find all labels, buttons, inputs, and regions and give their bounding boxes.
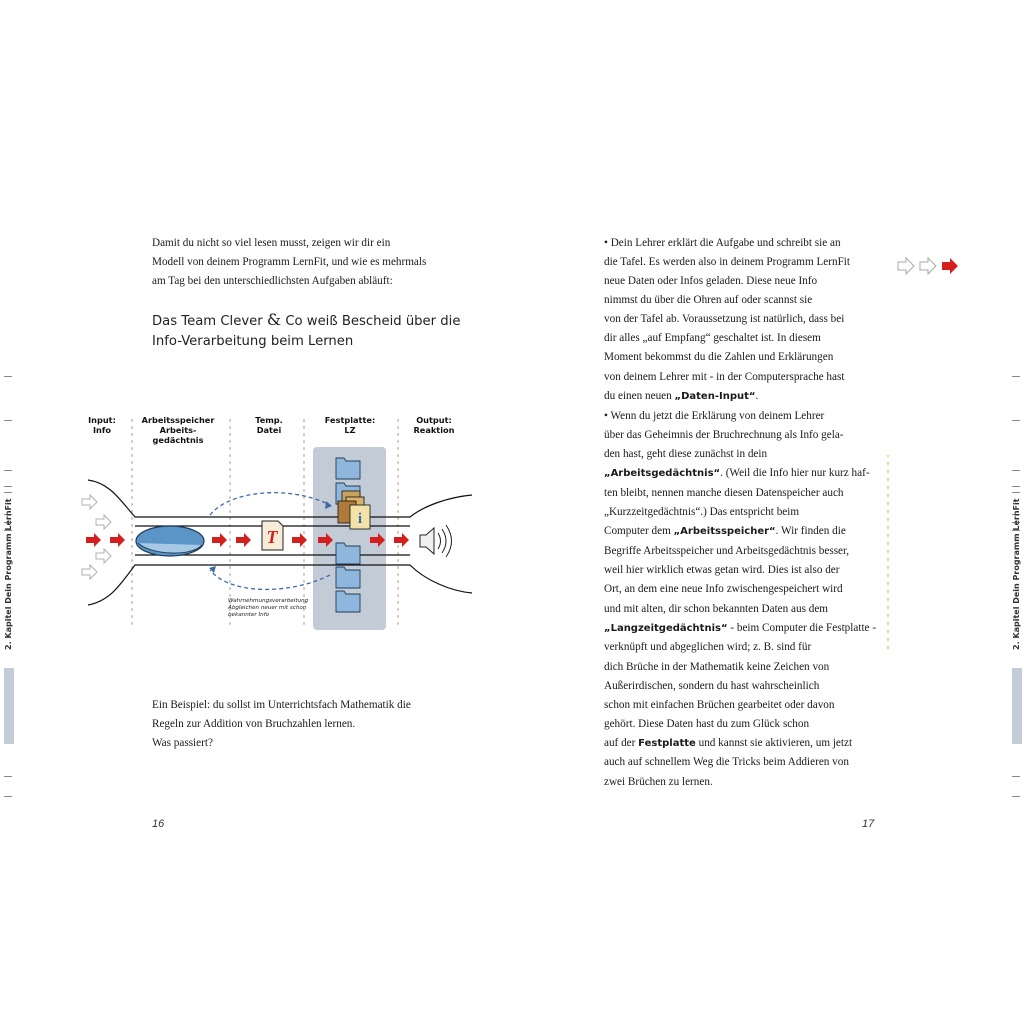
heading-line-2: Info-Verarbeitung beim Lernen (152, 334, 354, 349)
example-line-3: Was passiert? (152, 737, 213, 749)
edge-tick (1012, 776, 1020, 777)
text-line: • Wenn du jetzt die Erklärung von deinem Lehrer (604, 410, 825, 422)
edge-tick (1012, 376, 1020, 377)
text-line: du einen neuen „Daten-Input“. (604, 390, 759, 402)
text-line: Computer dem „Arbeitsspeicher“. Wir finden die (604, 525, 846, 537)
text-line: Außerirdischen, sondern du hast wahrscheinlich (604, 680, 820, 692)
edge-tick (4, 796, 12, 797)
edge-tick (1012, 470, 1020, 471)
svg-text:T: T (266, 527, 278, 547)
heading-text-b: Co weiß Bescheid über die (281, 314, 461, 329)
edge-tick (1012, 796, 1020, 797)
heading-text-a: Das Team Clever (152, 314, 267, 329)
label-temp-datei: Temp. Datei (255, 415, 283, 435)
example-line-1: Ein Beispiel: du sollst im Unterrichtsfach Mathematik die (152, 699, 411, 711)
text-line: den hast, geht diese zunächst in dein (604, 448, 768, 460)
text-line: „Arbeitsgedächtnis“. (Weil die Info hier nur kurz haf- (604, 467, 870, 479)
text-line: verknüpft und abgeglichen wird; z. B. sind für (604, 641, 812, 653)
page-number-right: 17 (862, 818, 875, 830)
label-arbeitsspeicher: Arbeitsspeicher Arbeits- gedächtnis (141, 415, 215, 445)
text-line: von deinem Lehrer mit - in der Computersprache hast (604, 371, 845, 383)
text-line: • Dein Lehrer erklärt die Aufgabe und schreibt sie an (604, 237, 841, 249)
text-line: „Kurzzeitgedächtnis“.) Das entspricht beim (604, 506, 800, 518)
diagram-caption: Wahrnehmungsverarbeitung Abgleichen neuer mit schon bekannter Info (228, 598, 309, 618)
speaker-icon (420, 525, 452, 557)
text-line: neue Daten oder Infos geladen. Diese neue Info (604, 275, 818, 287)
text-line: von der Tafel ab. Voraussetzung ist natürlich, dass bei (604, 313, 845, 325)
grey-arrow-icon (920, 258, 936, 274)
intro-line-1: Damit du nicht so viel lesen musst, zeigen wir dir ein (152, 237, 391, 249)
edge-tick (1012, 492, 1020, 493)
label-output: Output: Reaktion (413, 415, 455, 435)
working-memory-disk (136, 526, 204, 556)
text-line: auch auf schnellem Weg die Tricks beim Addieren von (604, 756, 849, 768)
text-line: zwei Brüchen zu lernen. (604, 776, 713, 788)
section-heading (152, 310, 460, 352)
margin-arrows (896, 256, 966, 276)
text-line: auf der Festplatte und kannst sie aktivieren, um jetzt (604, 737, 853, 749)
text-line: über das Geheimnis der Bruchrechnung als Info gela- (604, 429, 844, 441)
red-arrow-icon (942, 258, 958, 274)
edge-tick (1012, 420, 1020, 421)
label-input: Input: Info (88, 415, 116, 435)
text-line: die Tafel. Es werden also in deinem Programm LernFit (604, 256, 851, 268)
text-line: nimmst du über die Ohren auf oder scannst sie (604, 294, 813, 306)
text-line: und mit alten, dir schon bekannten Daten aus dem (604, 603, 829, 615)
info-processing-diagram (80, 405, 480, 640)
label-festplatte: Festplatte: LZ (324, 415, 376, 435)
text-line: schon mit einfachen Brüchen gearbeitet oder davon (604, 699, 835, 711)
margin-dots (885, 455, 891, 655)
text-line: gehört. Diese Daten hast du zum Glück schon (604, 718, 810, 730)
svg-text:i: i (357, 511, 363, 527)
text-line: Ort, an dem eine neue Info zwischengespeichert wird (604, 583, 843, 595)
text-line: Begriffe Arbeitsspeicher und Arbeitsgedächtnis besser, (604, 545, 850, 557)
text-line: „Langzeitgedächtnis“ - beim Computer die Festplatte - (604, 622, 877, 634)
page-number-left: 16 (152, 818, 165, 830)
text-line: dich Brüche in der Mathematik keine Zeichen von (604, 661, 830, 673)
chapter-sidebar-right: 2. Kapitel Dein Programm LernFit (1012, 498, 1021, 650)
edge-tick (4, 470, 12, 471)
example-line-2: Regeln zur Addition von Bruchzahlen lernen. (152, 718, 356, 730)
intro-line-2: Modell von deinem Programm LernFit, und wie es mehrmals (152, 256, 427, 268)
chapter-marker-left (4, 668, 14, 744)
edge-tick (4, 486, 12, 487)
temp-file-icon (262, 521, 283, 550)
text-line: ten bleibt, nennen manche diesen Datenspeicher auch (604, 487, 844, 499)
chapter-sidebar-left: 2. Kapitel Dein Programm LernFit (4, 498, 13, 650)
heading-ampersand: & (266, 310, 282, 329)
text-line: Moment bekommst du die Zahlen und Erklärungen (604, 351, 834, 363)
edge-tick (4, 492, 12, 493)
grey-arrow-icon (898, 258, 914, 274)
text-line: weil hier wirklich etwas getan wird. Dies ist also der (604, 564, 840, 576)
chapter-marker-right (1012, 668, 1022, 744)
edge-tick (4, 376, 12, 377)
text-line: dir alles „auf Empfang“ geschaltet ist. In diesem (604, 332, 821, 344)
edge-tick (4, 420, 12, 421)
intro-line-3: am Tag bei den unterschiedlichsten Aufgaben abläuft: (152, 275, 393, 287)
edge-tick (4, 776, 12, 777)
edge-tick (1012, 486, 1020, 487)
